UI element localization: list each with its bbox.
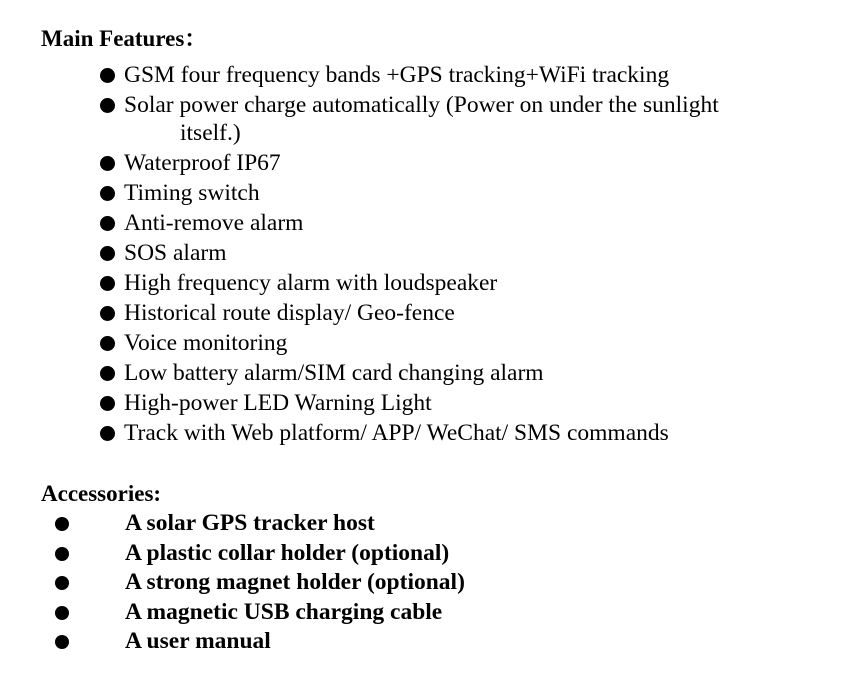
- bullet-icon: [100, 68, 115, 83]
- accessories-list: [0, 509, 465, 657]
- bullet-icon: [55, 606, 69, 620]
- feature-text: High frequency alarm with loudspeaker: [124, 270, 498, 296]
- bullet-icon: [55, 576, 69, 590]
- feature-text: Track with Web platform/ APP/ WeChat/ SMS commands: [124, 420, 669, 446]
- accessories-heading: Accessories:: [41, 481, 162, 506]
- feature-text: GSM four frequency bands +GPS tracking+WiFi tracking: [124, 62, 670, 88]
- list-item: [0, 90, 719, 148]
- bullet-icon: [100, 366, 115, 381]
- list-item: [0, 268, 719, 298]
- feature-text-continuation: itself.): [180, 120, 241, 146]
- list-item: [0, 60, 719, 90]
- bullet-icon: [55, 517, 69, 531]
- list-item: [0, 208, 719, 238]
- accessory-text: A magnetic USB charging cable: [125, 598, 443, 625]
- feature-text: Historical route display/ Geo-fence: [124, 300, 455, 326]
- list-item: [0, 148, 719, 178]
- feature-text: Voice monitoring: [124, 330, 288, 356]
- main-features-heading: Main Features：: [41, 26, 208, 51]
- bullet-icon: [100, 336, 115, 351]
- list-item: [0, 178, 719, 208]
- bullet-icon: [55, 635, 69, 649]
- bullet-icon: [100, 156, 115, 171]
- list-item: [0, 298, 719, 328]
- bullet-icon: [100, 276, 115, 291]
- list-item: [0, 627, 465, 657]
- list-item: [0, 509, 465, 539]
- feature-text: Anti-remove alarm: [124, 210, 304, 236]
- accessory-text: A plastic collar holder (optional): [125, 539, 450, 566]
- accessory-text: A solar GPS tracker host: [125, 510, 375, 536]
- feature-text: High-power LED Warning Light: [124, 390, 432, 416]
- list-item: [0, 418, 719, 448]
- list-item: [0, 539, 465, 569]
- feature-text: Solar power charge automatically (Power on under the sunlight: [124, 92, 719, 118]
- list-item: [0, 388, 719, 418]
- bullet-icon: [100, 426, 115, 441]
- list-item: [0, 598, 465, 628]
- bullet-icon: [100, 246, 115, 261]
- list-item: [0, 328, 719, 358]
- bullet-icon: [100, 216, 115, 231]
- feature-text: Timing switch: [124, 180, 260, 206]
- list-item: [0, 238, 719, 268]
- feature-text: Waterproof IP67: [124, 150, 281, 176]
- bullet-icon: [100, 396, 115, 411]
- feature-text: Low battery alarm/SIM card changing alarm: [124, 360, 544, 386]
- accessory-text: A user manual: [125, 628, 271, 655]
- bullet-icon: [100, 306, 115, 321]
- feature-text: SOS alarm: [124, 240, 227, 266]
- main-features-list: [0, 60, 719, 448]
- bullet-icon: [100, 98, 115, 113]
- accessory-text: A strong magnet holder (optional): [125, 569, 465, 596]
- list-item: [0, 568, 465, 598]
- bullet-icon: [100, 186, 115, 201]
- list-item: [0, 358, 719, 388]
- bullet-icon: [55, 547, 69, 561]
